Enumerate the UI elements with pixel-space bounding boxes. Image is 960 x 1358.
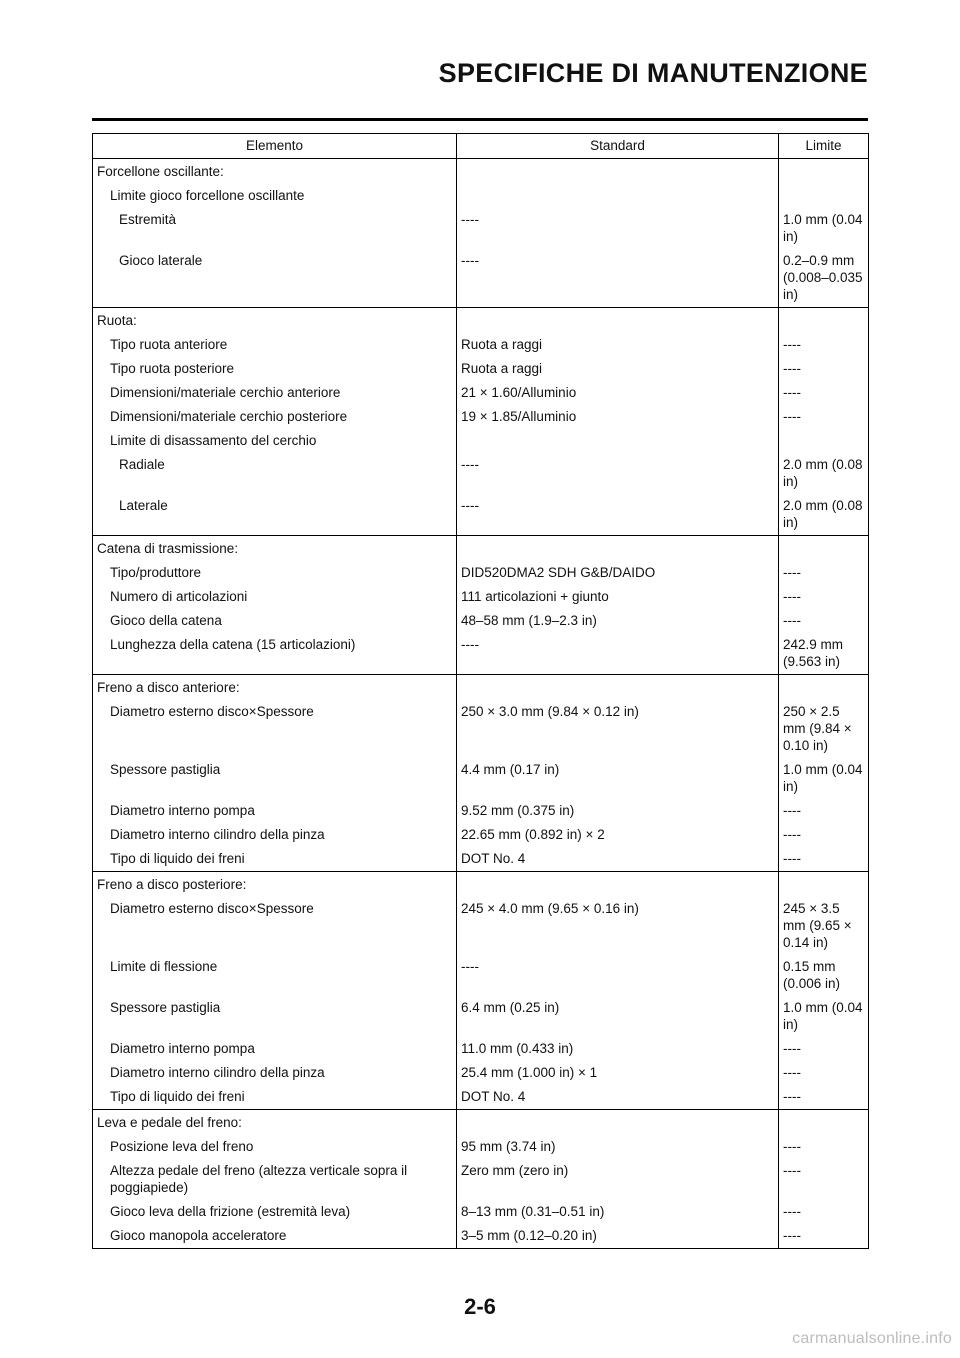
- limit-cell: 1.0 mm (0.04 in): [779, 996, 869, 1037]
- section-heading: Catena di trasmissione:: [93, 536, 457, 562]
- standard-cell: Ruota a raggi: [457, 333, 779, 357]
- limit-cell: 0.15 mm (0.006 in): [779, 955, 869, 996]
- standard-cell: 19 × 1.85/Alluminio: [457, 405, 779, 429]
- element-cell: Limite di flessione: [93, 955, 457, 996]
- section-heading-row: [93, 675, 869, 701]
- section-heading: Leva e pedale del freno:: [93, 1110, 457, 1136]
- standard-cell: 111 articolazioni + giunto: [457, 585, 779, 609]
- table-row: [93, 1061, 869, 1085]
- element-cell: Diametro interno pompa: [93, 1037, 457, 1061]
- limit-cell: ----: [779, 1200, 869, 1224]
- element-cell: Tipo di liquido dei freni: [93, 1085, 457, 1110]
- limit-cell: 2.0 mm (0.08 in): [779, 494, 869, 536]
- limit-cell: ----: [779, 799, 869, 823]
- table-row: [93, 184, 869, 208]
- element-cell: Altezza pedale del freno (altezza verticale sopra il poggiapiede): [93, 1159, 457, 1200]
- table-row: [93, 1224, 869, 1249]
- limit-cell: ----: [779, 1159, 869, 1200]
- standard-cell: ----: [457, 208, 779, 249]
- limit-cell: ----: [779, 561, 869, 585]
- limit-cell: 2.0 mm (0.08 in): [779, 453, 869, 494]
- empty-cell: [457, 159, 779, 185]
- standard-cell: 21 × 1.60/Alluminio: [457, 381, 779, 405]
- table-row: [93, 633, 869, 675]
- standard-cell: ----: [457, 494, 779, 536]
- element-cell: Lunghezza della catena (15 articolazioni): [93, 633, 457, 675]
- empty-cell: [779, 308, 869, 334]
- watermark: carmanualsonline.info: [792, 1330, 952, 1347]
- limit-cell: 242.9 mm (9.563 in): [779, 633, 869, 675]
- header-rule: [92, 118, 868, 121]
- table-row: [93, 609, 869, 633]
- standard-cell: [457, 184, 779, 208]
- table-row: [93, 429, 869, 453]
- empty-cell: [457, 308, 779, 334]
- section-heading-row: [93, 308, 869, 334]
- element-cell: Estremità: [93, 208, 457, 249]
- table-row: [93, 1085, 869, 1110]
- limit-cell: 245 × 3.5 mm (9.65 × 0.14 in): [779, 897, 869, 955]
- element-cell: Laterale: [93, 494, 457, 536]
- standard-cell: [457, 429, 779, 453]
- empty-cell: [779, 536, 869, 562]
- limit-cell: ----: [779, 405, 869, 429]
- standard-cell: 95 mm (3.74 in): [457, 1135, 779, 1159]
- limit-cell: ----: [779, 847, 869, 872]
- standard-cell: 3–5 mm (0.12–0.20 in): [457, 1224, 779, 1249]
- standard-cell: 245 × 4.0 mm (9.65 × 0.16 in): [457, 897, 779, 955]
- limit-cell: ----: [779, 1135, 869, 1159]
- empty-cell: [779, 159, 869, 185]
- spec-table: [92, 133, 869, 1249]
- limit-cell: ----: [779, 381, 869, 405]
- limit-cell: ----: [779, 333, 869, 357]
- element-cell: Diametro esterno disco×Spessore: [93, 897, 457, 955]
- limit-cell: 1.0 mm (0.04 in): [779, 208, 869, 249]
- element-cell: Numero di articolazioni: [93, 585, 457, 609]
- element-cell: Tipo ruota posteriore: [93, 357, 457, 381]
- element-cell: Diametro interno pompa: [93, 799, 457, 823]
- table-row: [93, 799, 869, 823]
- standard-cell: ----: [457, 249, 779, 308]
- table-row: [93, 1200, 869, 1224]
- table-row: [93, 381, 869, 405]
- column-header-element: Elemento: [93, 134, 457, 159]
- spec-table-body: [93, 159, 869, 1249]
- section-heading: Ruota:: [93, 308, 457, 334]
- empty-cell: [457, 1110, 779, 1136]
- element-cell: Tipo/produttore: [93, 561, 457, 585]
- standard-cell: 22.65 mm (0.892 in) × 2: [457, 823, 779, 847]
- standard-cell: Zero mm (zero in): [457, 1159, 779, 1200]
- element-cell: Diametro esterno disco×Spessore: [93, 700, 457, 758]
- empty-cell: [779, 872, 869, 898]
- section-heading: Freno a disco posteriore:: [93, 872, 457, 898]
- standard-cell: 6.4 mm (0.25 in): [457, 996, 779, 1037]
- empty-cell: [779, 675, 869, 701]
- limit-cell: ----: [779, 609, 869, 633]
- table-row: [93, 1135, 869, 1159]
- element-cell: Limite gioco forcellone oscillante: [93, 184, 457, 208]
- empty-cell: [457, 536, 779, 562]
- limit-cell: 0.2–0.9 mm (0.008–0.035 in): [779, 249, 869, 308]
- table-row: [93, 357, 869, 381]
- table-row: [93, 955, 869, 996]
- limit-cell: ----: [779, 1224, 869, 1249]
- table-row: [93, 758, 869, 799]
- table-row: [93, 405, 869, 429]
- table-row: [93, 585, 869, 609]
- standard-cell: 48–58 mm (1.9–2.3 in): [457, 609, 779, 633]
- table-row: [93, 494, 869, 536]
- standard-cell: DOT No. 4: [457, 847, 779, 872]
- table-row: [93, 1037, 869, 1061]
- limit-cell: 250 × 2.5 mm (9.84 × 0.10 in): [779, 700, 869, 758]
- element-cell: Dimensioni/materiale cerchio posteriore: [93, 405, 457, 429]
- element-cell: Gioco laterale: [93, 249, 457, 308]
- table-row: [93, 1159, 869, 1200]
- standard-cell: ----: [457, 955, 779, 996]
- standard-cell: 9.52 mm (0.375 in): [457, 799, 779, 823]
- limit-cell: ----: [779, 585, 869, 609]
- empty-cell: [779, 1110, 869, 1136]
- element-cell: Dimensioni/materiale cerchio anteriore: [93, 381, 457, 405]
- section-heading-row: [93, 159, 869, 185]
- element-cell: Tipo di liquido dei freni: [93, 847, 457, 872]
- standard-cell: ----: [457, 633, 779, 675]
- table-row: [93, 996, 869, 1037]
- page-title: SPECIFICHE DI MANUTENZIONE: [438, 58, 868, 88]
- limit-cell: [779, 429, 869, 453]
- section-heading-row: [93, 872, 869, 898]
- standard-cell: 25.4 mm (1.000 in) × 1: [457, 1061, 779, 1085]
- table-row: [93, 847, 869, 872]
- section-heading: Forcellone oscillante:: [93, 159, 457, 185]
- standard-cell: DOT No. 4: [457, 1085, 779, 1110]
- limit-cell: ----: [779, 823, 869, 847]
- standard-cell: DID520DMA2 SDH G&B/DAIDO: [457, 561, 779, 585]
- standard-cell: ----: [457, 453, 779, 494]
- table-row: [93, 208, 869, 249]
- limit-cell: ----: [779, 1085, 869, 1110]
- element-cell: Diametro interno cilindro della pinza: [93, 1061, 457, 1085]
- section-heading-row: [93, 1110, 869, 1136]
- standard-cell: 4.4 mm (0.17 in): [457, 758, 779, 799]
- limit-cell: ----: [779, 357, 869, 381]
- standard-cell: 250 × 3.0 mm (9.84 × 0.12 in): [457, 700, 779, 758]
- page-number: 2-6: [464, 1294, 496, 1319]
- standard-cell: 8–13 mm (0.31–0.51 in): [457, 1200, 779, 1224]
- element-cell: Spessore pastiglia: [93, 758, 457, 799]
- table-row: [93, 333, 869, 357]
- section-heading: Freno a disco anteriore:: [93, 675, 457, 701]
- column-header-limit: Limite: [779, 134, 869, 159]
- element-cell: Tipo ruota anteriore: [93, 333, 457, 357]
- table-row: [93, 453, 869, 494]
- element-cell: Radiale: [93, 453, 457, 494]
- table-row: [93, 561, 869, 585]
- limit-cell: ----: [779, 1037, 869, 1061]
- limit-cell: ----: [779, 1061, 869, 1085]
- element-cell: Limite di disassamento del cerchio: [93, 429, 457, 453]
- limit-cell: [779, 184, 869, 208]
- standard-cell: 11.0 mm (0.433 in): [457, 1037, 779, 1061]
- section-heading-row: [93, 536, 869, 562]
- empty-cell: [457, 872, 779, 898]
- limit-cell: 1.0 mm (0.04 in): [779, 758, 869, 799]
- element-cell: Spessore pastiglia: [93, 996, 457, 1037]
- element-cell: Posizione leva del freno: [93, 1135, 457, 1159]
- table-row: [93, 700, 869, 758]
- standard-cell: Ruota a raggi: [457, 357, 779, 381]
- element-cell: Gioco leva della frizione (estremità leva): [93, 1200, 457, 1224]
- element-cell: Gioco manopola acceleratore: [93, 1224, 457, 1249]
- table-row: [93, 897, 869, 955]
- empty-cell: [457, 675, 779, 701]
- element-cell: Diametro interno cilindro della pinza: [93, 823, 457, 847]
- element-cell: Gioco della catena: [93, 609, 457, 633]
- table-row: [93, 823, 869, 847]
- table-header-row: [93, 134, 869, 159]
- column-header-standard: Standard: [457, 134, 779, 159]
- table-row: [93, 249, 869, 308]
